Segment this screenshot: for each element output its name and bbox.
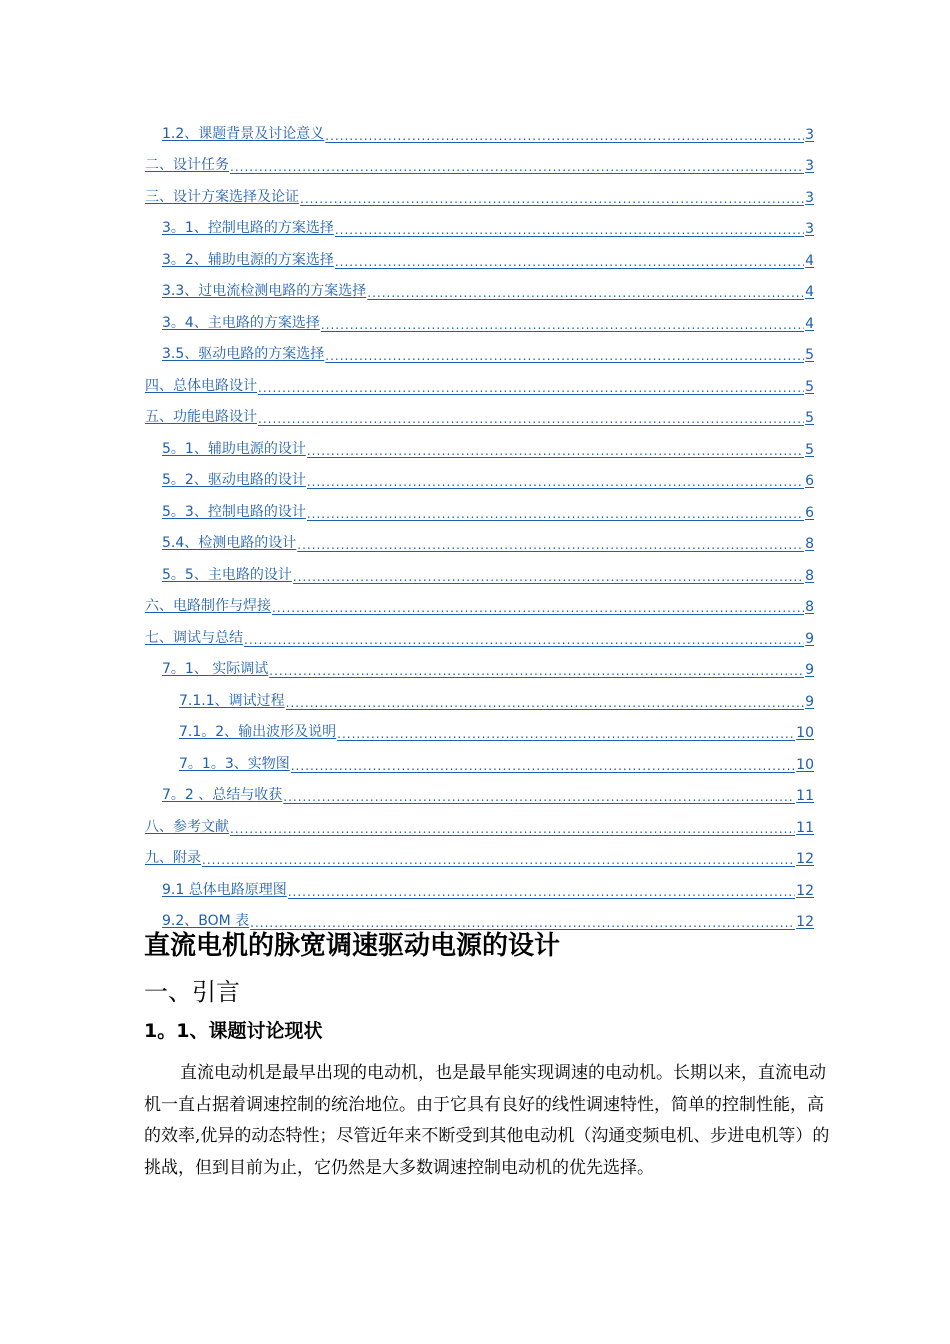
toc-entry-label: 7。1。3、实物图 — [179, 755, 290, 772]
toc-dot-leader — [244, 633, 804, 647]
toc-entry-label: 五、功能电路设计 — [145, 409, 257, 425]
toc-entry-label: 3。2、辅助电源的方案选择 — [162, 251, 334, 268]
toc-entry[interactable] — [145, 804, 814, 836]
toc-entry[interactable] — [145, 710, 814, 742]
toc-entry-label: 3。4、主电路的方案选择 — [162, 314, 320, 331]
toc-entry[interactable] — [145, 615, 814, 647]
toc-entry-page: 5 — [805, 441, 814, 458]
subsection-heading: 1。1、课题讨论现状 — [144, 1020, 323, 1042]
toc-dot-leader — [297, 538, 804, 552]
toc-dot-leader — [325, 129, 804, 143]
toc-entry-page: 6 — [805, 504, 814, 521]
toc-entry-page: 3 — [805, 189, 814, 206]
toc-entry-page: 3 — [805, 221, 814, 237]
toc-entry[interactable] — [145, 111, 814, 143]
toc-entry-label: 1.2、课题背景及讨论意义 — [162, 125, 325, 142]
toc-entry-page: 6 — [805, 473, 814, 489]
toc-entry-label: 3.5、驱动电路的方案选择 — [162, 346, 325, 362]
toc-entry-page: 12 — [796, 914, 814, 930]
toc-dot-leader — [230, 822, 795, 836]
toc-entry-page: 4 — [805, 315, 814, 332]
body-paragraph: 直流电动机是最早出现的电动机，也是最早能实现调速的电动机。长期以来，直流电动机一直占据着调速控制的统治地位。由于它具有良好的线性调速特性，简单的控制性能，高的效率,优异的动态特性；尽管近年来不断受到其他电动机（沟通变频电机、步进电机等）的挑战，但到目前为止，它仍然是大多数调速控制电动机的优先选择。 — [144, 1063, 830, 1178]
toc-entry-page: 3 — [805, 126, 814, 143]
toc-entry-page: 9 — [805, 693, 814, 710]
toc-entry-page: 11 — [796, 819, 814, 836]
toc-entry[interactable] — [145, 584, 814, 616]
toc-entry[interactable] — [145, 552, 814, 584]
toc-entry-label: 八、参考文献 — [145, 818, 229, 835]
toc-entry-page: 4 — [805, 252, 814, 269]
toc-entry[interactable] — [145, 489, 814, 521]
toc-entry-page: 12 — [796, 851, 814, 867]
toc-entry[interactable] — [145, 458, 814, 490]
toc-entry-page: 10 — [796, 756, 814, 773]
toc-entry-label: 三、设计方案选择及论证 — [145, 188, 299, 205]
toc-entry[interactable] — [145, 300, 814, 332]
toc-entry-page: 5 — [805, 378, 814, 395]
toc-entry-page: 5 — [805, 347, 814, 363]
toc-entry[interactable] — [145, 269, 814, 301]
toc-entry-label: 3.3、过电流检测电路的方案选择 — [162, 283, 367, 299]
toc-entry-label: 7.1。2、输出波形及说明 — [179, 724, 337, 740]
toc-dot-leader — [321, 318, 804, 332]
toc-entry[interactable] — [145, 678, 814, 710]
toc-entry[interactable] — [145, 174, 814, 206]
toc-dot-leader — [325, 349, 804, 363]
toc-entry-page: 8 — [805, 567, 814, 584]
toc-entry[interactable] — [145, 395, 814, 427]
toc-entry-label: 四、总体电路设计 — [145, 377, 257, 394]
section-heading: 一、引言 — [144, 978, 240, 1006]
toc-dot-leader — [335, 223, 804, 237]
toc-dot-leader — [269, 664, 804, 678]
toc-dot-leader — [230, 160, 804, 174]
toc-entry-page: 11 — [796, 788, 814, 804]
toc-dot-leader — [367, 286, 804, 300]
toc-entry-label: 3。1、控制电路的方案选择 — [162, 220, 334, 236]
toc-entry-label: 9.2、BOM 表 — [162, 913, 250, 929]
toc-entry-label: 二、设计任务 — [145, 157, 229, 173]
toc-dot-leader — [307, 444, 804, 458]
toc-entry-page: 4 — [805, 284, 814, 300]
toc-entry[interactable] — [145, 332, 814, 364]
toc-dot-leader — [307, 507, 804, 521]
toc-entry[interactable] — [145, 867, 814, 899]
toc-entry-page: 9 — [805, 662, 814, 678]
toc-entry-page: 8 — [805, 599, 814, 615]
toc-entry[interactable] — [145, 521, 814, 553]
toc-entry[interactable] — [145, 836, 814, 868]
toc-entry-label: 9.1 总体电路原理图 — [162, 881, 287, 898]
document-title: 直流电机的脉宽调速驱动电源的设计 — [144, 931, 561, 961]
toc-dot-leader — [300, 192, 804, 206]
toc-entry-label: 5。1、辅助电源的设计 — [162, 440, 306, 457]
toc-entry-label: 7.1.1、调试过程 — [179, 692, 285, 709]
toc-entry-page: 12 — [796, 882, 814, 899]
toc-entry-label: 7。2 、总结与收获 — [162, 787, 283, 803]
toc-entry-label: 六、电路制作与焊接 — [145, 598, 271, 614]
toc-dot-leader — [307, 475, 804, 489]
toc-entry[interactable] — [145, 143, 814, 175]
toc-entry[interactable] — [145, 363, 814, 395]
toc-dot-leader — [258, 381, 804, 395]
toc-entry-page: 8 — [805, 536, 814, 552]
toc-dot-leader — [335, 255, 804, 269]
toc-dot-leader — [337, 727, 795, 741]
toc-entry[interactable] — [145, 741, 814, 773]
toc-entry-page: 3 — [805, 158, 814, 174]
toc-dot-leader — [258, 412, 804, 426]
toc-entry[interactable] — [145, 426, 814, 458]
toc-entry-page: 10 — [796, 725, 814, 741]
toc-entry[interactable] — [145, 773, 814, 805]
toc-entry-label: 5.4、检测电路的设计 — [162, 535, 297, 551]
toc-entry[interactable] — [145, 206, 814, 238]
toc-entry-label: 7。1、 实际调试 — [162, 661, 269, 677]
toc-entry-label: 5。2、驱动电路的设计 — [162, 472, 306, 488]
toc-dot-leader — [202, 853, 795, 867]
toc-entry-label: 5。5、主电路的设计 — [162, 566, 292, 583]
toc-dot-leader — [286, 696, 804, 710]
toc-entry[interactable] — [145, 237, 814, 269]
table-of-contents — [145, 111, 814, 930]
toc-dot-leader — [293, 570, 804, 584]
toc-dot-leader — [291, 759, 795, 773]
toc-dot-leader — [283, 790, 795, 804]
toc-dot-leader — [272, 601, 804, 615]
toc-dot-leader — [288, 885, 795, 899]
toc-entry-label: 七、调试与总结 — [145, 629, 243, 646]
toc-entry-page: 5 — [805, 410, 814, 426]
toc-entry-label: 5。3、控制电路的设计 — [162, 503, 306, 520]
toc-entry[interactable] — [145, 647, 814, 679]
toc-entry-page: 9 — [805, 630, 814, 647]
toc-entry-label: 九、附录 — [145, 850, 201, 866]
